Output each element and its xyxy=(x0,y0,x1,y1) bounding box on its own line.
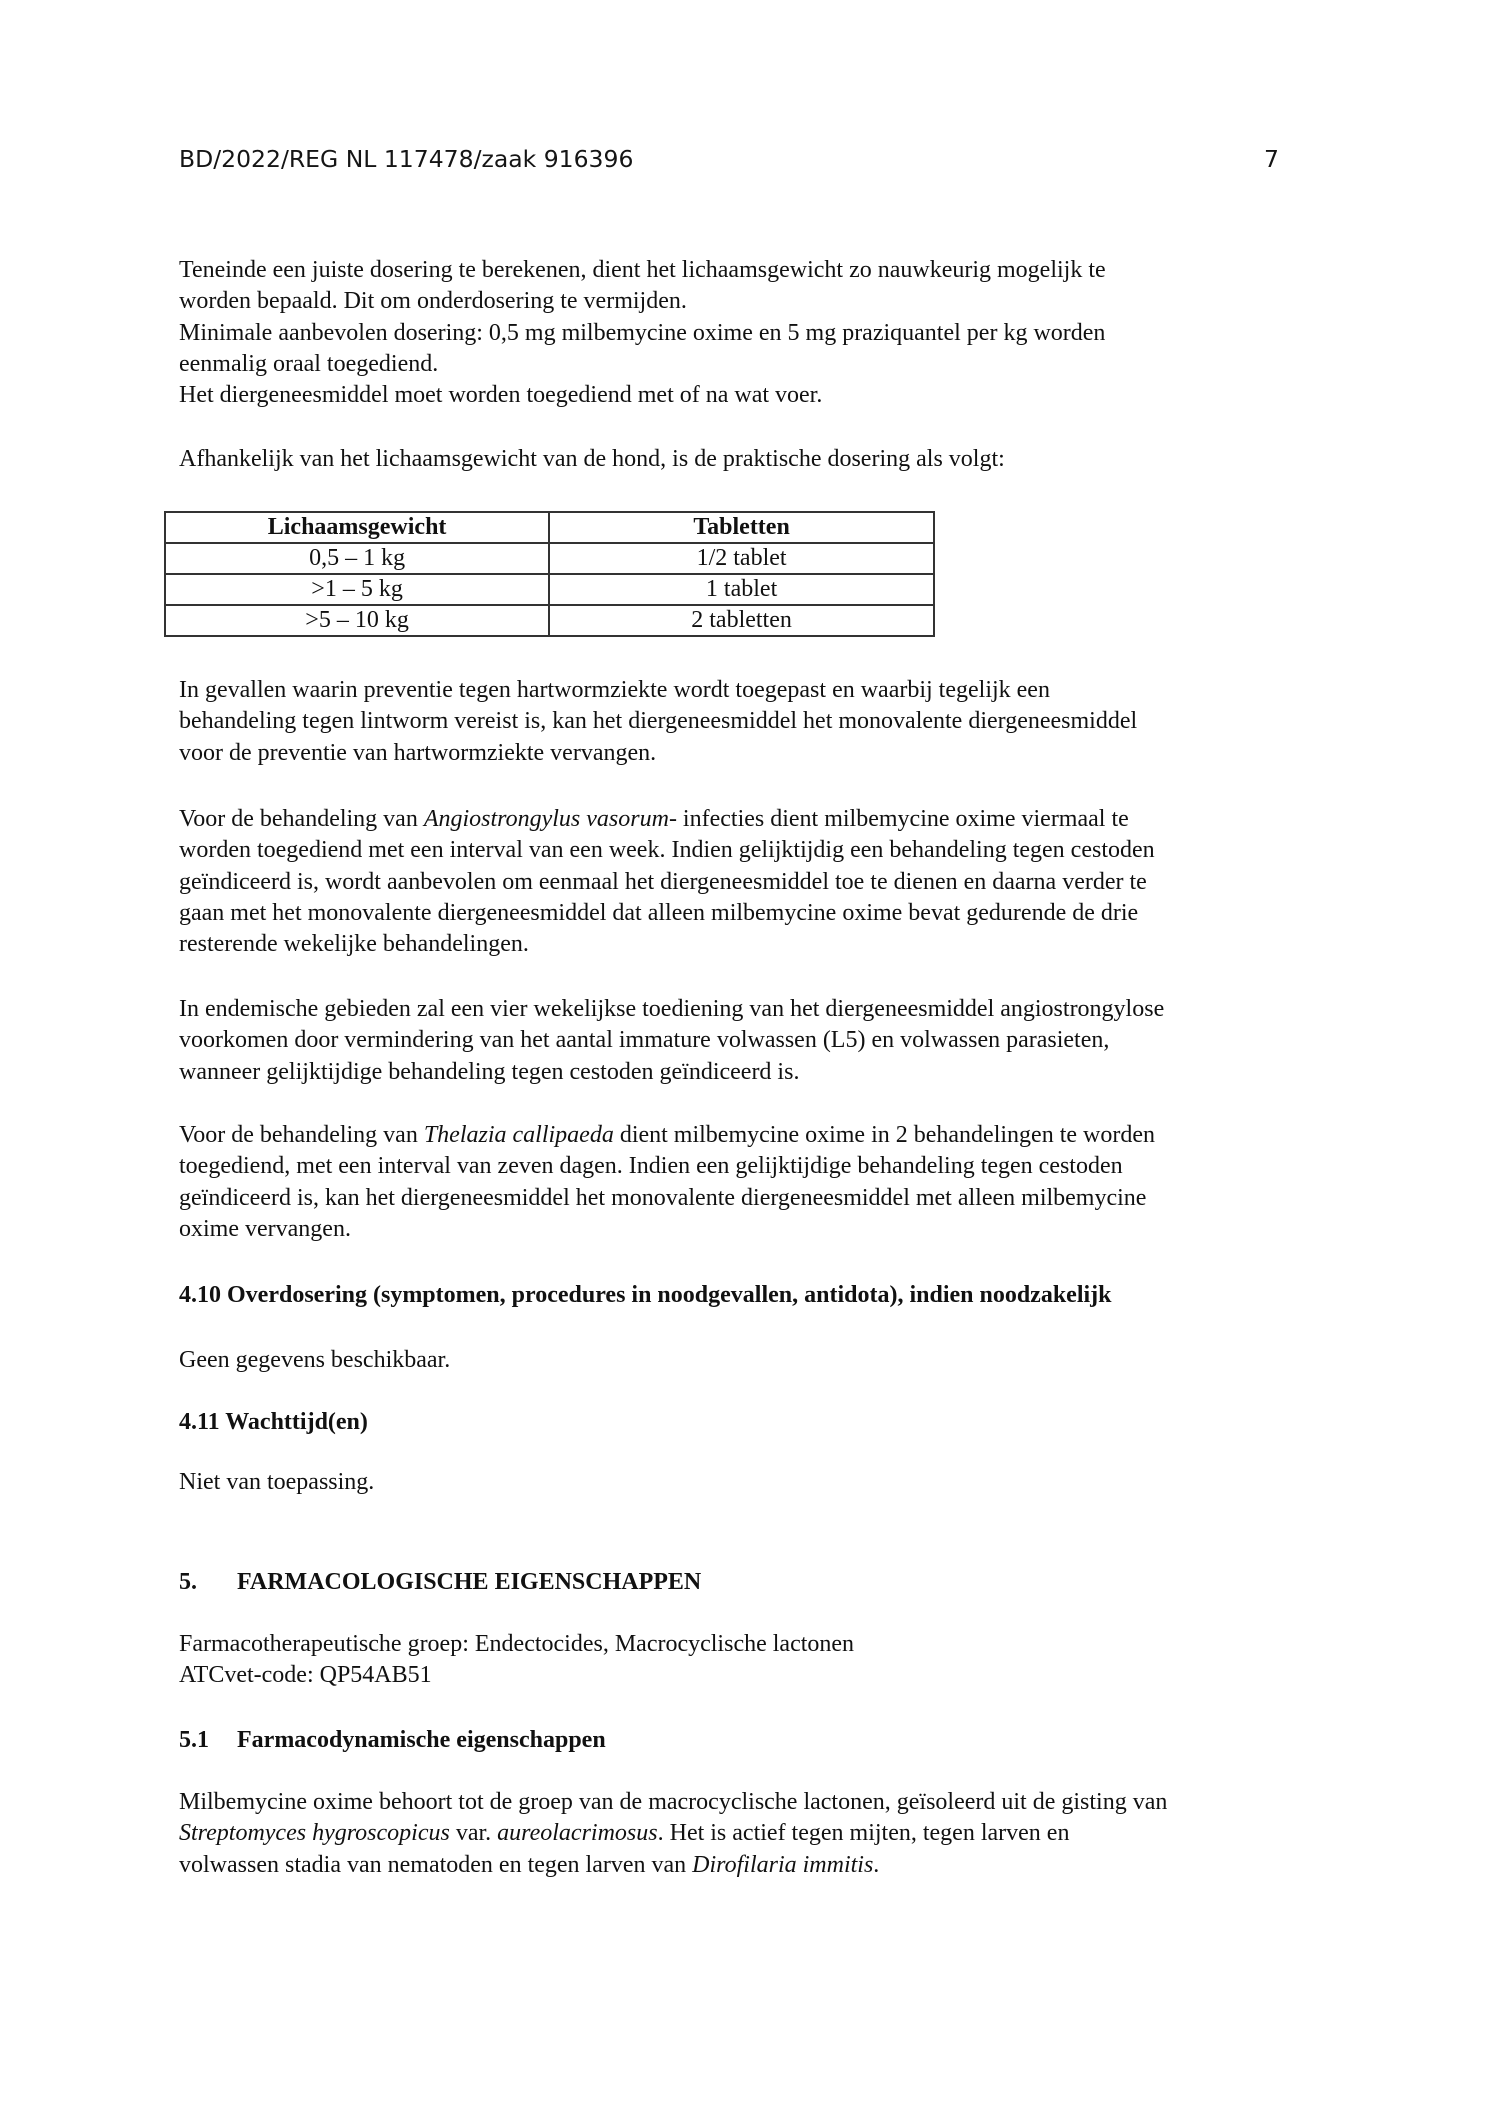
section-number: 5. xyxy=(179,1569,197,1595)
text-run: - infecties dient milbemycine oxime viermaal te xyxy=(668,806,1129,832)
text-line: geïndiceerd is, kan het diergeneesmiddel het monovalente diergeneesmiddel met alleen milbemycine xyxy=(179,1184,1147,1211)
cell-body-weight: >1 – 5 kg xyxy=(165,574,549,605)
section-5-1-body xyxy=(179,1787,1167,1881)
species-name: Dirofilaria immitis xyxy=(692,1851,874,1878)
text-run: . xyxy=(873,1851,880,1878)
text-line: ATCvet-code: QP54AB51 xyxy=(179,1662,432,1689)
heading-text: Farmacodynamische eigenschappen xyxy=(237,1727,606,1753)
text-line: Afhankelijk van het lichaamsgewicht van de hond, is de praktische dosering als volgt: xyxy=(179,446,1005,472)
text-line xyxy=(179,1120,1155,1151)
text-line: wanneer gelijktijdige behandeling tegen cestoden geïndiceerd is. xyxy=(179,1058,800,1085)
table-row xyxy=(165,543,934,574)
text-line: eenmalig oraal toegediend. xyxy=(179,350,439,377)
text-line: Geen gegevens beschikbaar. xyxy=(179,1347,451,1373)
section-heading-5 xyxy=(179,1567,701,1598)
text-run: Voor de behandeling van xyxy=(179,806,424,832)
text-run: dient milbemycine oxime in 2 behandelingen te worden xyxy=(613,1122,1155,1148)
dosing-table xyxy=(164,511,935,637)
text-run: volwassen stadia van nematoden en tegen larven van xyxy=(179,1851,693,1878)
text-line: Teneinde een juiste dosering te berekenen, dient het lichaamsgewicht zo nauwkeurig mogelijk te xyxy=(179,257,1106,283)
heading-text: 4.11 Wachttijd(en) xyxy=(179,1409,368,1435)
section-heading-5-1 xyxy=(179,1725,606,1756)
dosing-intro xyxy=(179,444,1005,475)
text-line: In endemische gebieden zal een vier wekelijkse toediening van het diergeneesmiddel angiostrongylose xyxy=(179,996,1165,1022)
cell-body-weight: >5 – 10 kg xyxy=(165,605,549,636)
text-line: In gevallen waarin preventie tegen hartwormziekte wordt toegepast en waarbij tegelijk een xyxy=(179,677,1050,703)
species-name: Angiostrongylus vasorum xyxy=(423,806,669,832)
cell-body-weight: 0,5 – 1 kg xyxy=(165,543,549,574)
heading-text: 4.10 Overdosering (symptomen, procedures in noodgevallen, antidota), indien noodzakelijk xyxy=(179,1282,1112,1308)
text-line: geïndiceerd is, wordt aanbevolen om eenmaal het diergeneesmiddel toe te dienen en daarna verder te xyxy=(179,868,1147,895)
text-line: worden bepaald. Dit om onderdosering te vermijden. xyxy=(179,288,687,315)
column-header-tablets: Tabletten xyxy=(549,512,934,543)
cell-tablets: 1/2 tablet xyxy=(549,543,934,574)
species-name: Thelazia callipaeda xyxy=(423,1122,614,1148)
text-line: gaan met het monovalente diergeneesmiddel dat alleen milbemycine oxime bevat gedurende de drie xyxy=(179,899,1139,926)
cell-tablets: 1 tablet xyxy=(549,574,934,605)
text-line: Milbemycine oxime behoort tot de groep van de macrocyclische lactonen, geïsoleerd uit de gisting van xyxy=(179,1789,1168,1815)
section-heading-4-10 xyxy=(179,1280,1112,1311)
text-line: oxime vervangen. xyxy=(179,1215,351,1242)
cell-tablets: 2 tabletten xyxy=(549,605,934,636)
section-4-11-body xyxy=(179,1467,374,1498)
text-line: behandeling tegen lintworm vereist is, kan het diergeneesmiddel het monovalente diergeneesmiddel xyxy=(179,708,1138,735)
table-header-row xyxy=(165,512,934,543)
text-line xyxy=(179,804,1155,835)
text-line: toegediend, met een interval van zeven dagen. Indien een gelijktijdige behandeling tegen cestoden xyxy=(179,1153,1123,1180)
text-line xyxy=(179,1818,1167,1849)
text-line xyxy=(179,1850,1167,1881)
thelazia-paragraph xyxy=(179,1120,1155,1245)
heading-line xyxy=(179,1567,701,1598)
text-line: voor de preventie van hartwormziekte vervangen. xyxy=(179,739,657,766)
section-4-10-body xyxy=(179,1345,450,1376)
text-line: Farmacotherapeutische groep: Endectocides, Macrocyclische lactonen xyxy=(179,1631,855,1657)
heading-line xyxy=(179,1725,606,1756)
text-run: . Het is actief tegen mijten, tegen larven en xyxy=(657,1820,1070,1847)
text-line: voorkomen door vermindering van het aantal immature volwassen (L5) en volwassen parasieten, xyxy=(179,1027,1110,1054)
text-line: resterende wekelijke behandelingen. xyxy=(179,931,529,958)
section-number: 5.1 xyxy=(179,1727,209,1753)
angiostrongylus-paragraph xyxy=(179,804,1155,960)
page-number: 7 xyxy=(1264,145,1279,173)
text-line: worden toegediend met een interval van een week. Indien gelijktijdig een behandeling tegen cestoden xyxy=(179,837,1155,864)
table-row xyxy=(165,574,934,605)
text-line: Niet van toepassing. xyxy=(179,1469,375,1495)
intro-paragraph xyxy=(179,255,1106,411)
column-header-body-weight: Lichaamsgewicht xyxy=(165,512,549,543)
text-line: Minimale aanbevolen dosering: 0,5 mg milbemycine oxime en 5 mg praziquantel per kg worden xyxy=(179,319,1106,346)
heading-text: FARMACOLOGISCHE EIGENSCHAPPEN xyxy=(237,1569,702,1595)
heartworm-paragraph xyxy=(179,675,1137,769)
text-line: Het diergeneesmiddel moet worden toegediend met of na wat voer. xyxy=(179,382,823,409)
table-row xyxy=(165,605,934,636)
endemic-paragraph xyxy=(179,994,1164,1088)
document-reference: BD/2022/REG NL 117478/zaak 916396 xyxy=(179,145,634,173)
section-5-body xyxy=(179,1629,854,1692)
text-run: Voor de behandeling van xyxy=(179,1122,424,1148)
text-run: var. xyxy=(449,1820,498,1847)
species-name: Streptomyces hygroscopicus xyxy=(179,1820,450,1847)
species-variety: aureolacrimosus xyxy=(497,1820,658,1847)
section-heading-4-11 xyxy=(179,1407,368,1438)
